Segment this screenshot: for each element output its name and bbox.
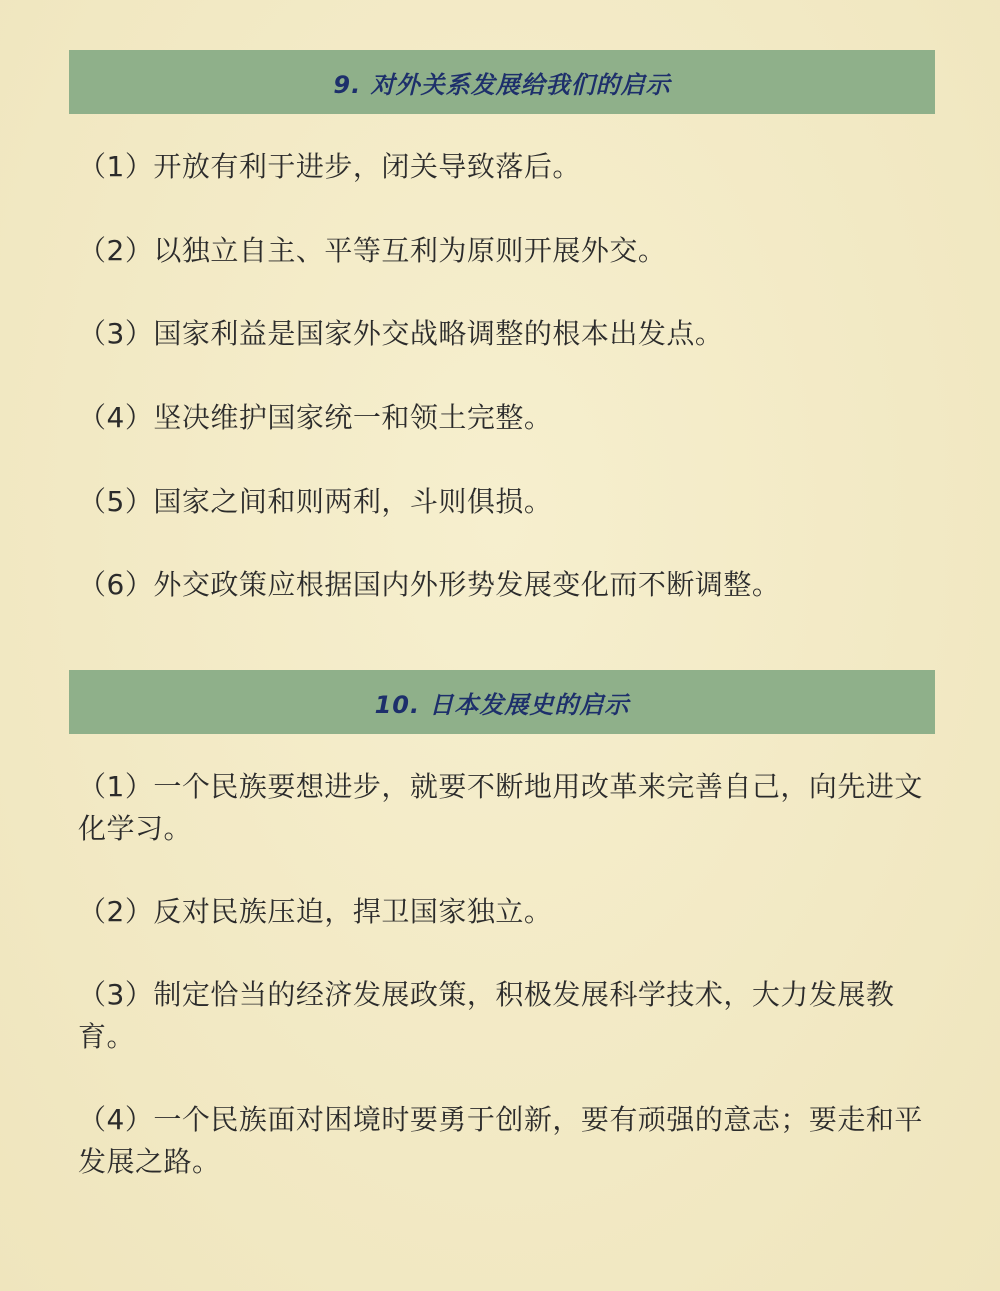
list-item: （2）反对民族压迫，捍卫国家独立。 <box>78 895 553 928</box>
list-item: （4）坚决维护国家统一和领土完整。 <box>78 401 553 434</box>
section-header-10 <box>69 670 935 734</box>
list-item: （5）国家之间和则两利，斗则俱损。 <box>78 485 553 518</box>
list-item: （3）制定恰当的经济发展政策，积极发展科学技术，大力发展教育。 <box>78 978 895 1053</box>
list-item: （3）国家利益是国家外交战略调整的根本出发点。 <box>78 317 724 350</box>
list-item: （1）开放有利于进步，闭关导致落后。 <box>78 150 581 183</box>
list-item: （1）一个民族要想进步，就要不断地用改革来完善自己，向先进文化学习。 <box>78 770 923 845</box>
list-item: （2）以独立自主、平等互利为原则开展外交。 <box>78 234 667 267</box>
section-title: 10. 日本发展史的启示 <box>374 690 630 719</box>
section-title: 9. 对外关系发展给我们的启示 <box>333 70 671 99</box>
section-header-9 <box>69 50 935 114</box>
list-item: （6）外交政策应根据国内外形势发展变化而不断调整。 <box>78 568 781 601</box>
list-item: （4）一个民族面对困境时要勇于创新，要有顽强的意志；要走和平发展之路。 <box>78 1103 923 1178</box>
